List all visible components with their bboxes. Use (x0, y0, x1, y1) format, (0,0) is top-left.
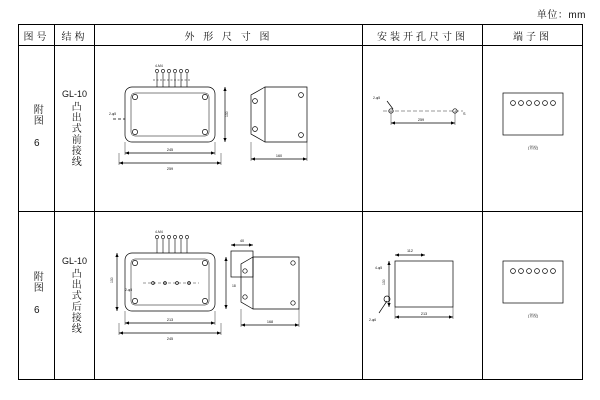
cutout-dim-height: 130 (382, 278, 386, 285)
unit-note: 单位：mm (536, 10, 586, 21)
dim-front-width-inner: 245 (166, 147, 174, 152)
row-1-terminal-drawing (483, 46, 583, 212)
header-cutout: 安装开孔尺寸图 (363, 25, 483, 46)
table-header-row (19, 25, 583, 46)
row-1-figure-no (19, 46, 55, 212)
table-row (19, 46, 583, 212)
row-2-outline-drawing (95, 212, 363, 380)
row-2-structure (55, 212, 95, 380)
row-2-cutout-drawing (363, 212, 483, 380)
dim-front-height: 130 (225, 110, 229, 117)
cutout-dim-width: 259 (417, 117, 425, 122)
terminal-caption: (背视) (527, 313, 539, 318)
structure-model: GL-10 (61, 88, 87, 99)
dim-front-height: 130 (110, 276, 114, 283)
cutout-dim-a: 112 (406, 248, 414, 253)
note-hole: 2-φ5 (125, 287, 133, 292)
cutout-svg-rear-wiring (363, 213, 483, 379)
structure-type: 凸出式后接线 (69, 268, 81, 335)
terminal-svg-rear-wiring (483, 213, 583, 379)
table-row (19, 212, 583, 380)
row-2-figure-no (19, 212, 55, 380)
row-2-terminal-drawing (483, 212, 583, 380)
dim-small-note: 18 (232, 283, 236, 288)
cutout-note-hole: 2-φ5 (373, 95, 381, 100)
note-screw: 4-M4 (155, 229, 163, 234)
cutout-dim-b: 213 (420, 311, 428, 316)
outline-svg-front-wiring (95, 49, 363, 209)
cutout-svg-front-wiring (363, 49, 483, 209)
dim-front-width-outer: 245 (166, 336, 174, 341)
dim-side-depth: 168 (266, 319, 274, 324)
note-screw: 4-M4 (155, 63, 163, 68)
note-hole: 2-φ5 (109, 111, 117, 116)
terminal-svg-front-wiring (483, 49, 583, 209)
row-1-cutout-drawing (363, 46, 483, 212)
header-structure: 结构 (55, 25, 95, 46)
structure-type: 凸出式前接线 (69, 101, 81, 168)
dim-side-depth: 160 (275, 153, 283, 158)
dimension-table (18, 24, 583, 380)
dim-front-width-inner: 213 (166, 317, 174, 322)
cutout-sym: S (463, 111, 466, 116)
header-outline: 外 形 尺 寸 图 (95, 25, 363, 46)
cutout-note-bottom: 2-φ6 (369, 317, 377, 322)
header-terminal: 端子图 (483, 25, 583, 46)
figure-no-label: 附图 6 (31, 104, 43, 150)
row-1-outline-drawing (95, 46, 363, 212)
dim-top-note: 40 (239, 238, 245, 243)
row-1-structure (55, 46, 95, 212)
header-no: 图号 (19, 25, 55, 46)
terminal-caption: (背视) (527, 145, 539, 150)
outline-svg-rear-wiring (95, 213, 363, 379)
dim-front-width-outer: 259 (166, 166, 174, 171)
structure-model: GL-10 (61, 255, 87, 266)
cutout-note-hole: 4-φ5 (375, 265, 383, 270)
figure-no-label: 附图 6 (31, 271, 43, 317)
